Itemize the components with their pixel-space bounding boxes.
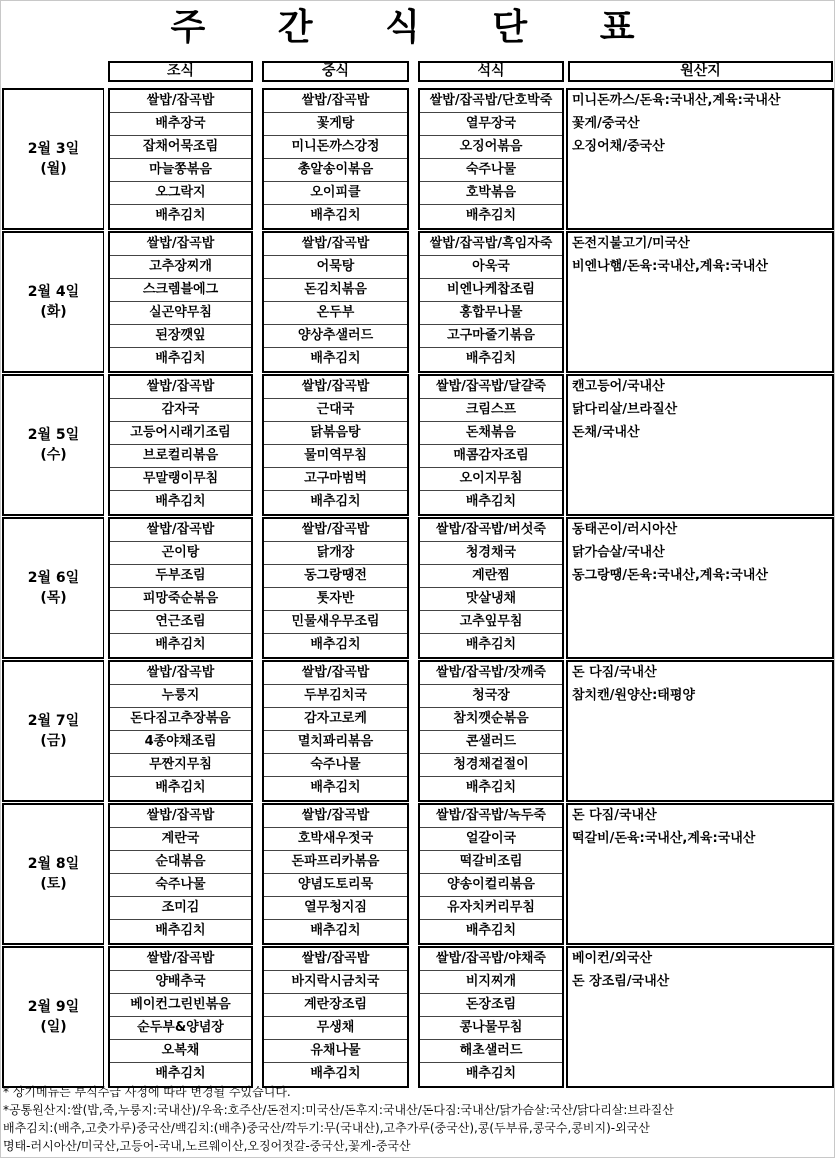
- menu-item: 참치깻순볶음: [420, 708, 562, 731]
- menu-item: 톳자반: [264, 588, 407, 611]
- menu-item: 숙주나물: [110, 874, 251, 897]
- menu-item: 고구마범벅: [264, 468, 407, 491]
- dinner-column: [418, 231, 564, 373]
- breakfast-column: [108, 517, 253, 659]
- menu-item: 열무청지짐: [264, 897, 407, 920]
- menu-item: 마늘쫑볶음: [110, 159, 251, 182]
- note-line: *공통원산지:쌀(밥,죽,누룽지:국내산)/우육:호주산/돈전지:미국산/돈후지:국내산/돈다짐:국내산/닭가슴살:국산/닭다리살:브라질산: [3, 1103, 674, 1117]
- menu-item: 고구마줄기볶음: [420, 325, 562, 348]
- menu-item: 고추잎무침: [420, 611, 562, 634]
- menu-item: 돈다짐고추장볶음: [110, 708, 251, 731]
- page-title: 주 간 식 단 표: [170, 7, 665, 48]
- note-line: * 상기메뉴는 부식수급 사정에 따라 변경될 수있습니다.: [3, 1085, 291, 1099]
- day-date: 2월 3일: [27, 141, 80, 157]
- breakfast-column: [108, 88, 253, 230]
- day-weekday: (월): [40, 161, 67, 177]
- menu-item: 잡채어묵조림: [110, 136, 251, 159]
- menu-item: 배추김치: [310, 494, 361, 509]
- menu-item: 배추김치: [310, 780, 361, 795]
- menu-item: 무말랭이무침: [110, 468, 251, 491]
- origin-column: [566, 517, 834, 659]
- breakfast-column: [108, 231, 253, 373]
- dinner-column: [418, 946, 564, 1088]
- day-label: [2, 374, 104, 516]
- menu-item: 오징어볶음: [420, 136, 562, 159]
- menu-item: 스크렘블에그: [110, 279, 251, 302]
- lunch-column: [262, 88, 409, 230]
- menu-item: 닭볶음탕: [264, 422, 407, 445]
- menu-item: 돈채볶음: [420, 422, 562, 445]
- lunch-column: [262, 517, 409, 659]
- note-line: 배추김치:(배추,고춧가루)중국산/백김치:(배추)중국산/깍두기:무(국내산),고추가루(중국산),콩(두부류,콩국수,콩비지)-외국산: [3, 1121, 650, 1135]
- footnotes: [3, 1083, 833, 1155]
- lunch-column: [262, 946, 409, 1088]
- menu-item: 쌀밥/잡곡밥: [264, 90, 407, 113]
- menu-item: 쌀밥/잡곡밥/단호박죽: [420, 90, 562, 113]
- menu-item: 배추김치: [155, 351, 206, 366]
- menu-item: 떡갈비조림: [420, 851, 562, 874]
- breakfast-column: [108, 946, 253, 1088]
- menu-item: 쌀밥/잡곡밥/버섯죽: [420, 519, 562, 542]
- menu-item: 조미김: [110, 897, 251, 920]
- dinner-column: [418, 88, 564, 230]
- day-date: 2월 5일: [27, 427, 80, 443]
- menu-item: 열무장국: [420, 113, 562, 136]
- note-line: 명태-러시아산/미국산,고등어-국내,노르웨이산,오징어젓갈-중국산,꽃게-중국산: [3, 1139, 411, 1153]
- origin-column: [566, 231, 834, 373]
- menu-item: 청경채겉절이: [420, 754, 562, 777]
- breakfast-column: [108, 660, 253, 802]
- menu-item: 쌀밥/잡곡밥: [264, 805, 407, 828]
- menu-item: 오복채: [110, 1040, 251, 1063]
- menu-item: 호박새우젓국: [264, 828, 407, 851]
- menu-item: 쌀밥/잡곡밥: [264, 662, 407, 685]
- dinner-column: [418, 660, 564, 802]
- menu-item: 비지찌개: [420, 971, 562, 994]
- menu-item: 계란국: [110, 828, 251, 851]
- menu-item: 쌀밥/잡곡밥: [110, 233, 251, 256]
- menu-item: 고추장찌개: [110, 256, 251, 279]
- menu-item: 오이피클: [264, 182, 407, 205]
- day-label: [2, 88, 104, 230]
- menu-item: 배추김치: [465, 1066, 517, 1081]
- menu-item: 얼갈이국: [420, 828, 562, 851]
- day-label: [2, 517, 104, 659]
- menu-item: 배추김치: [155, 494, 206, 509]
- menu-item: 어묵탕: [264, 256, 407, 279]
- dinner-column: [418, 803, 564, 945]
- menu-item: 배추김치: [310, 208, 361, 223]
- day-weekday: (일): [40, 1019, 67, 1035]
- menu-item: 배추김치: [155, 208, 206, 223]
- menu-item: 홍합무나물: [420, 302, 562, 325]
- menu-item: 숙주나물: [264, 754, 407, 777]
- menu-item: 쌀밥/잡곡밥/야채죽: [420, 948, 562, 971]
- menu-item: 돈파프리카볶음: [264, 851, 407, 874]
- menu-item: 배추김치: [465, 351, 517, 366]
- breakfast-column: [108, 374, 253, 516]
- day-weekday: (목): [40, 590, 67, 606]
- menu-item: 오이지무침: [420, 468, 562, 491]
- lunch-column: [262, 231, 409, 373]
- menu-item: 꽃게탕: [264, 113, 407, 136]
- origin-line: 돈채/국내산: [572, 425, 640, 440]
- day-label: [2, 660, 104, 802]
- menu-item: 쌀밥/잡곡밥: [110, 90, 251, 113]
- menu-item: 콘샐러드: [420, 731, 562, 754]
- menu-item: 아욱국: [420, 256, 562, 279]
- menu-item: 순대볶음: [110, 851, 251, 874]
- menu-item: 순두부&양념장: [110, 1017, 251, 1040]
- origin-line: 캔고등어/국내산: [572, 379, 665, 394]
- origin-line: 꽃게/중국산: [572, 116, 640, 131]
- menu-item: 감자고로케: [264, 708, 407, 731]
- day-weekday: (금): [40, 733, 67, 749]
- menu-item: 동그랑땡전: [264, 565, 407, 588]
- menu-item: 배추김치: [465, 208, 517, 223]
- origin-line: 떡갈비/돈육:국내산,계육:국내산: [572, 831, 756, 846]
- origin-column: [566, 374, 834, 516]
- menu-item: 누룽지: [110, 685, 251, 708]
- origin-line: 돈 장조림/국내산: [572, 974, 670, 989]
- menu-item: 감자국: [110, 399, 251, 422]
- menu-item: 청국장: [420, 685, 562, 708]
- menu-item: 배추김치: [155, 923, 206, 938]
- menu-item: 쌀밥/잡곡밥/잣깨죽: [420, 662, 562, 685]
- menu-item: 배추김치: [465, 637, 517, 652]
- header-breakfast: 조식: [108, 61, 253, 82]
- menu-item: 근대국: [264, 399, 407, 422]
- menu-item: 해초샐러드: [420, 1040, 562, 1063]
- menu-item: 배추김치: [465, 780, 517, 795]
- origin-line: 동그랑땡/돈육:국내산,계육:국내산: [572, 568, 768, 583]
- menu-item: 콩나물무침: [420, 1017, 562, 1040]
- day-date: 2월 4일: [27, 284, 80, 300]
- menu-item: 배추김치: [310, 351, 361, 366]
- menu-item: 크림스프: [420, 399, 562, 422]
- header-origin: 원산지: [568, 61, 833, 82]
- day-weekday: (화): [40, 304, 67, 320]
- menu-item: 쌀밥/잡곡밥/흑임자죽: [420, 233, 562, 256]
- origin-line: 동태곤이/러시아산: [572, 522, 678, 537]
- day-weekday: (토): [40, 876, 67, 892]
- menu-item: 양상추샐러드: [264, 325, 407, 348]
- menu-item: 계란찜: [420, 565, 562, 588]
- menu-item: 매콤감자조림: [420, 445, 562, 468]
- menu-item: 실곤약무침: [110, 302, 251, 325]
- menu-item: 물미역무침: [264, 445, 407, 468]
- menu-item: 돈김치볶음: [264, 279, 407, 302]
- menu-item: 비엔나케찹조림: [420, 279, 562, 302]
- menu-item: 무짠지무침: [110, 754, 251, 777]
- day-label: [2, 803, 104, 945]
- menu-item: 쌀밥/잡곡밥: [110, 519, 251, 542]
- menu-item: 쌀밥/잡곡밥: [264, 948, 407, 971]
- menu-item: 양념도토리묵: [264, 874, 407, 897]
- origin-column: [566, 803, 834, 945]
- menu-item: 쌀밥/잡곡밥: [110, 805, 251, 828]
- origin-line: 미니돈까스/돈육:국내산,계육:국내산: [572, 93, 781, 108]
- menu-item: 된장깻잎: [110, 325, 251, 348]
- menu-item: 배추김치: [155, 1066, 206, 1081]
- day-date: 2월 7일: [27, 713, 80, 729]
- origin-line: 돈전지불고기/미국산: [572, 236, 690, 251]
- dinner-column: [418, 374, 564, 516]
- origin-line: 베이컨/외국산: [572, 951, 653, 966]
- menu-item: 닭개장: [264, 542, 407, 565]
- menu-item: 배추김치: [465, 923, 517, 938]
- breakfast-column: [108, 803, 253, 945]
- menu-item: 브로컬리볶음: [110, 445, 251, 468]
- origin-line: 돈 다짐/국내산: [572, 808, 657, 823]
- header-lunch: 중식: [262, 61, 409, 82]
- menu-item: 4종야채조림: [110, 731, 251, 754]
- menu-item: 온두부: [264, 302, 407, 325]
- dinner-column: [418, 517, 564, 659]
- origin-line: 참치캔/원양산:태평양: [572, 688, 695, 703]
- menu-item: 숙주나물: [420, 159, 562, 182]
- menu-item: 미니돈까스강정: [264, 136, 407, 159]
- origin-line: 비엔나햄/돈육:국내산,계육:국내산: [572, 259, 768, 274]
- origin-line: 돈 다짐/국내산: [572, 665, 657, 680]
- menu-item: 호박볶음: [420, 182, 562, 205]
- menu-item: 연근조림: [110, 611, 251, 634]
- menu-item: 곤이탕: [110, 542, 251, 565]
- menu-item: 쌀밥/잡곡밥: [264, 376, 407, 399]
- menu-item: 배추김치: [465, 494, 517, 509]
- menu-item: 베이컨그린빈볶음: [110, 994, 251, 1017]
- menu-item: 유자치커리무침: [420, 897, 562, 920]
- menu-item: 쌀밥/잡곡밥: [110, 662, 251, 685]
- menu-item: 배추김치: [155, 780, 206, 795]
- lunch-column: [262, 374, 409, 516]
- menu-item: 쌀밥/잡곡밥: [264, 519, 407, 542]
- origin-column: [566, 660, 834, 802]
- menu-item: 두부조림: [110, 565, 251, 588]
- menu-item: 돈장조림: [420, 994, 562, 1017]
- menu-item: 양배추국: [110, 971, 251, 994]
- menu-item: 쌀밥/잡곡밥: [110, 948, 251, 971]
- menu-item: 배추김치: [310, 637, 361, 652]
- menu-item: 계란장조림: [264, 994, 407, 1017]
- origin-column: [566, 946, 834, 1088]
- menu-item: 청경채국: [420, 542, 562, 565]
- day-date: 2월 9일: [27, 999, 80, 1015]
- menu-item: 오그락지: [110, 182, 251, 205]
- day-weekday: (수): [40, 447, 67, 463]
- day-date: 2월 8일: [27, 856, 80, 872]
- menu-item: 고등어시래기조림: [110, 422, 251, 445]
- day-label: [2, 231, 104, 373]
- day-label: [2, 946, 104, 1088]
- menu-item: 민물새우무조림: [264, 611, 407, 634]
- origin-line: 오징어채/중국산: [572, 139, 665, 154]
- menu-item: 양송이컬리볶음: [420, 874, 562, 897]
- menu-item: 총알송이볶음: [264, 159, 407, 182]
- menu-item: 두부김치국: [264, 685, 407, 708]
- menu-item: 배추김치: [310, 923, 361, 938]
- menu-item: 배추김치: [310, 1066, 361, 1081]
- origin-column: [566, 88, 834, 230]
- lunch-column: [262, 660, 409, 802]
- origin-line: 닭가슴살/국내산: [572, 545, 665, 560]
- menu-item: 쌀밥/잡곡밥/녹두죽: [420, 805, 562, 828]
- menu-item: 쌀밥/잡곡밥: [110, 376, 251, 399]
- day-date: 2월 6일: [27, 570, 80, 586]
- lunch-column: [262, 803, 409, 945]
- menu-item: 배추장국: [110, 113, 251, 136]
- menu-item: 멸치꽈리볶음: [264, 731, 407, 754]
- menu-item: 쌀밥/잡곡밥/달걀죽: [420, 376, 562, 399]
- menu-item: 무생채: [264, 1017, 407, 1040]
- menu-item: 유채나물: [264, 1040, 407, 1063]
- menu-item: 피망죽순볶음: [110, 588, 251, 611]
- menu-item: 맛살냉채: [420, 588, 562, 611]
- menu-item: 바지락시금치국: [264, 971, 407, 994]
- menu-item: 쌀밥/잡곡밥: [264, 233, 407, 256]
- header-dinner: 석식: [418, 61, 564, 82]
- menu-item: 배추김치: [155, 637, 206, 652]
- origin-line: 닭다리살/브라질산: [572, 402, 678, 417]
